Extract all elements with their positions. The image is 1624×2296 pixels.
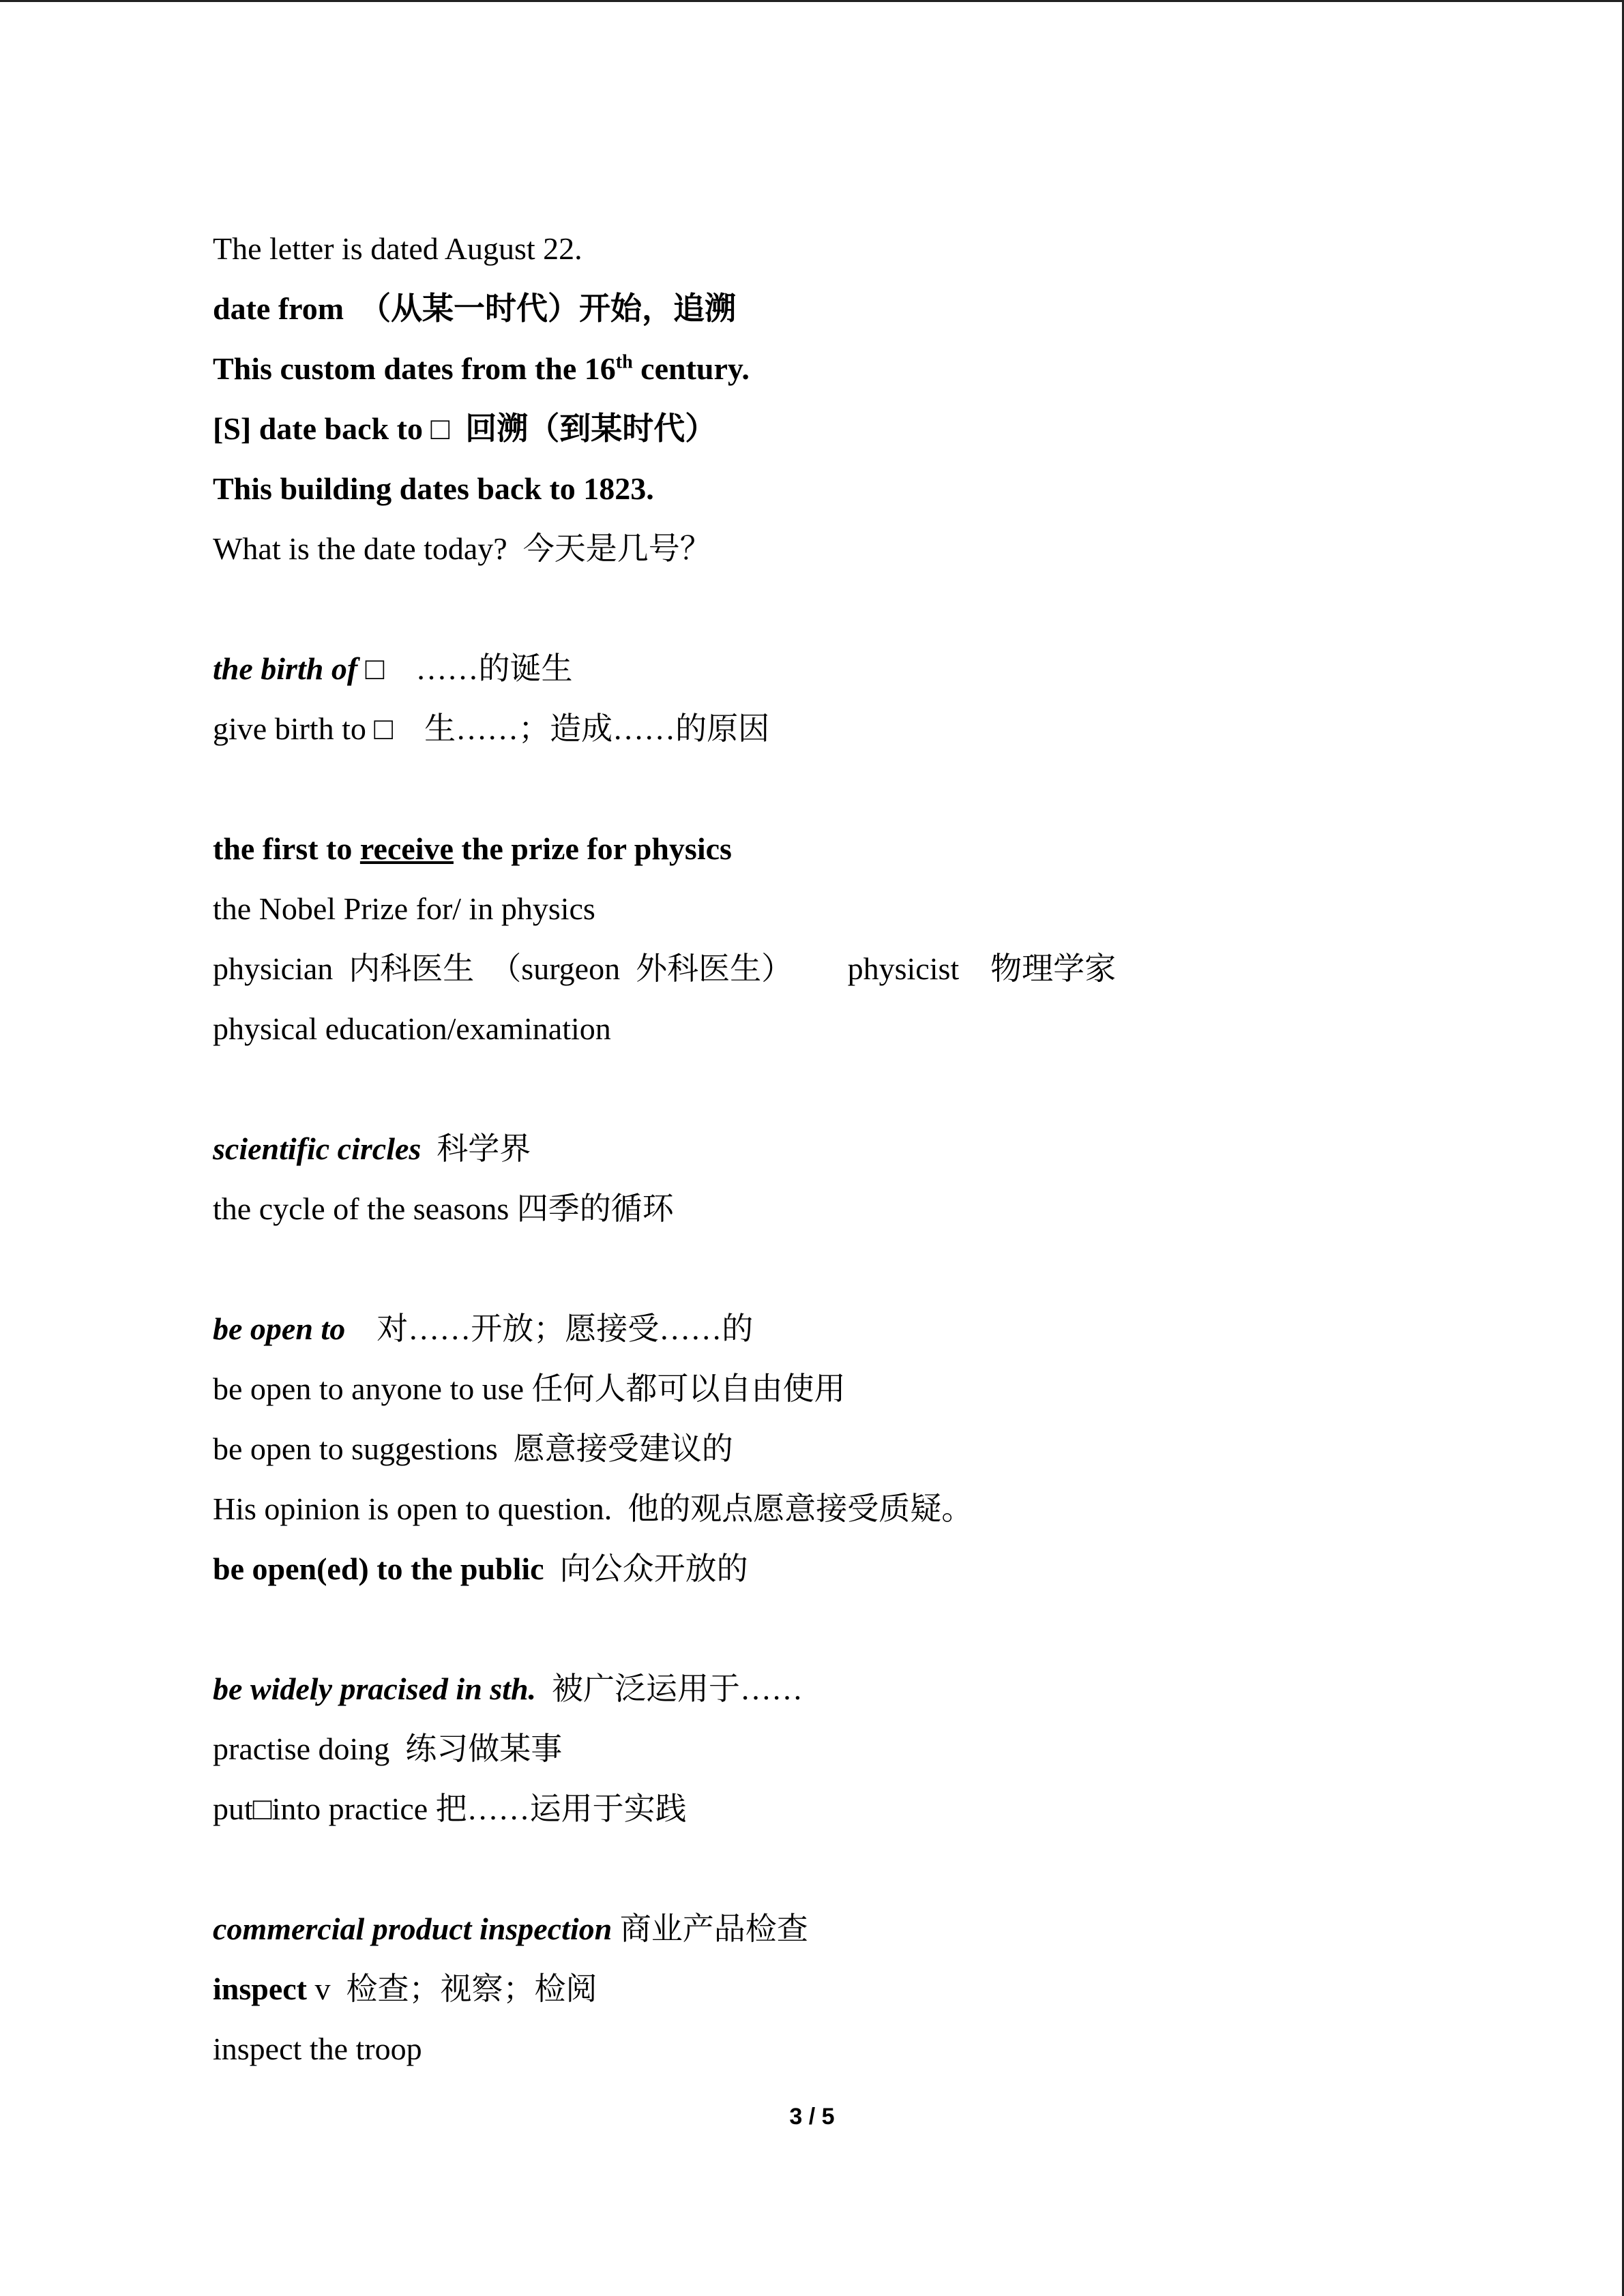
text-line: give birth to □ 生……；造成……的原因 <box>213 711 770 746</box>
text-line: scientific circles 科学界 <box>213 1131 531 1166</box>
vocab-term: commercial product inspection <box>213 1911 612 1946</box>
vocab-term: be open to <box>213 1311 346 1346</box>
text-line: His opinion is open to question. 他的观点愿意接受质疑。 <box>213 1491 973 1526</box>
spacer <box>213 1599 1509 1659</box>
underlined-word: receive <box>359 831 454 866</box>
spacer <box>213 759 1509 819</box>
text-line: inspect the troop <box>213 2031 422 2066</box>
vocab-term: inspect <box>213 1971 307 2006</box>
document-body <box>213 219 1509 2079</box>
spacer <box>213 1239 1509 1299</box>
text-line: be widely pracised in sth. 被广泛运用于…… <box>213 1671 803 1706</box>
text-line: the Nobel Prize for/ in physics <box>213 891 595 926</box>
example-sentence: This custom dates from the 16th century. <box>213 351 750 386</box>
vocab-term: scientific circles <box>213 1131 422 1166</box>
spacer <box>213 1059 1509 1119</box>
vocab-term: [S] date back to □ <box>213 411 450 446</box>
text-line: What is the date today? 今天是几号？ <box>213 531 711 566</box>
text-line: be open to anyone to use 任何人都可以自由使用 <box>213 1371 846 1406</box>
text-line: The letter is dated August 22. <box>213 231 582 266</box>
vocab-term: be widely pracised in sth. <box>213 1671 537 1706</box>
page-number: 3 / 5 <box>789 2104 835 2130</box>
text-line: be open to suggestions 愿意接受建议的 <box>213 1431 733 1466</box>
spacer <box>213 1839 1509 1899</box>
vocab-term: date from <box>213 291 344 326</box>
spacer <box>213 579 1509 639</box>
text-line: be open(ed) to the public 向公众开放的 <box>213 1551 748 1586</box>
vocab-term: the birth of □ <box>213 651 385 686</box>
text-line: the cycle of the seasons 四季的循环 <box>213 1191 674 1226</box>
text-line: date from （从某一时代）开始，追溯 <box>213 291 737 326</box>
text-line: be open to 对……开放；愿接受……的 <box>213 1311 754 1346</box>
text-line: put□into practice 把……运用于实践 <box>213 1791 687 1826</box>
text-line: inspect v 检查；视察；检阅 <box>213 1971 597 2006</box>
example-sentence: This building dates back to 1823. <box>213 471 654 506</box>
vocab-term: be open(ed) to the public <box>213 1551 544 1586</box>
text-line: commercial product inspection 商业产品检查 <box>213 1911 808 1946</box>
text-line: physician 内科医生 （surgeon 外科医生） physicist 物理学家 <box>213 951 1117 986</box>
text-line: physical education/examination <box>213 1011 611 1046</box>
vocab-heading: the first to receive the prize for physics <box>213 831 732 866</box>
text-line: the birth of □ ……的诞生 <box>213 651 573 686</box>
text-line: practise doing 练习做某事 <box>213 1731 563 1766</box>
text-line: [S] date back to □ 回溯（到某时代） <box>213 411 717 446</box>
